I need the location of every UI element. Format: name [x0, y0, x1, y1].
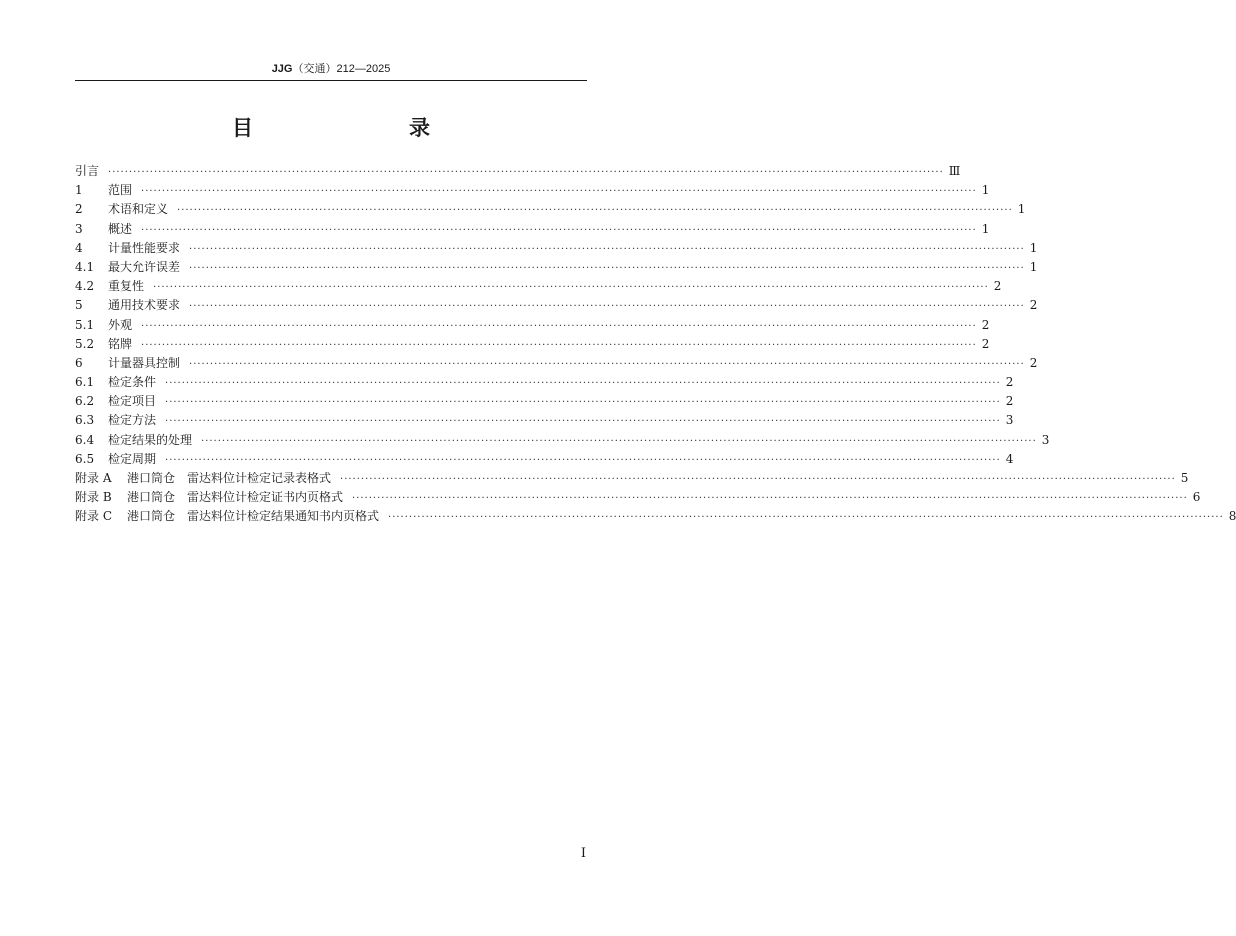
toc-entry-title: 港口筒仓 雷达料位计检定结果通知书内页格式: [127, 509, 380, 524]
toc-dot-leader: ········································································································································································································: [165, 454, 1001, 466]
toc-entry[interactable]: [75, 258, 1038, 277]
toc-dot-leader: ········································································································································································································: [388, 512, 1224, 524]
toc-entry-page: 6: [1192, 490, 1201, 505]
toc-entry-number: 5.2: [75, 336, 95, 351]
toc-entry[interactable]: [75, 220, 990, 239]
toc-entry-page: 2: [1029, 298, 1038, 313]
toc-entry-page: 8: [1228, 509, 1236, 524]
toc-entry-title: 概述: [108, 221, 133, 236]
toc-entry-page: 2: [981, 317, 990, 332]
page-number: I: [580, 846, 586, 861]
toc-entry-number: 5: [75, 298, 83, 313]
toc-entry-title: 检定结果的处理: [108, 432, 193, 447]
toc-entry-title: 铭牌: [108, 336, 133, 351]
toc-entry-page: 3: [1005, 413, 1014, 428]
toc-dot-leader: ········································································································································································································: [153, 282, 989, 294]
toc-entry-title: 通用技术要求: [108, 298, 181, 313]
toc-entry[interactable]: [75, 296, 1038, 315]
toc-entry[interactable]: [75, 507, 1236, 526]
toc-dot-leader: ········································································································································································································: [141, 320, 977, 332]
toc-dot-leader: ········································································································································································································: [141, 224, 977, 236]
toc-entry-page: 1: [1029, 259, 1038, 274]
toc-entry-page: 1: [981, 221, 990, 236]
toc-entry[interactable]: [75, 411, 1014, 430]
toc-entry[interactable]: [75, 373, 1014, 392]
toc-entry-page: 1: [1017, 202, 1026, 217]
toc-entry-title: 检定周期: [108, 451, 157, 466]
toc-dot-leader: ········································································································································································································: [108, 167, 944, 178]
toc-entry-page: 1: [981, 183, 990, 198]
toc-entry-number: 6.3: [75, 413, 95, 428]
toc-entry-title: 重复性: [108, 279, 145, 294]
toc-entry-title: 检定条件: [108, 375, 157, 390]
toc-entry[interactable]: [75, 277, 1002, 296]
toc-dot-leader: ········································································································································································································: [141, 339, 977, 351]
toc-entry-title: 术语和定义: [108, 202, 169, 217]
toc-entry[interactable]: [75, 488, 1201, 507]
toc-title: 目 录: [232, 116, 468, 140]
toc-entry-number: 4: [75, 240, 83, 255]
standard-dept: （交通）: [292, 63, 337, 75]
toc-entry-number: 2: [75, 202, 83, 217]
toc-dot-leader: ········································································································································································································: [165, 416, 1001, 428]
toc-entry-page: 1: [1029, 240, 1038, 255]
toc-entry-page: 3: [1041, 432, 1050, 447]
toc-dot-leader: ········································································································································································································: [189, 301, 1025, 313]
running-header: [75, 62, 587, 76]
toc-dot-leader: ········································································································································································································: [189, 262, 1025, 274]
toc-entry-title: 引言: [75, 164, 100, 178]
table-of-contents: [75, 162, 1236, 527]
toc-entry-title: 外观: [108, 317, 133, 332]
toc-entry[interactable]: [75, 162, 961, 181]
toc-entry[interactable]: [75, 450, 1014, 469]
toc-entry-number: 6.1: [75, 375, 95, 390]
toc-dot-leader: ········································································································································································································: [201, 435, 1037, 447]
toc-entry-number: 6.4: [75, 432, 95, 447]
toc-entry[interactable]: [75, 335, 990, 354]
toc-entry-number: 4.2: [75, 279, 95, 294]
toc-entry-page: 2: [1005, 375, 1014, 390]
toc-entry-title: 范围: [108, 183, 133, 198]
toc-entry-page: 2: [1029, 355, 1038, 370]
toc-entry-number: 6: [75, 355, 83, 370]
toc-entry[interactable]: [75, 354, 1038, 373]
toc-entry-title: 计量器具控制: [108, 355, 181, 370]
toc-entry-page: 2: [1005, 394, 1014, 409]
toc-entry-number: 6.5: [75, 451, 95, 466]
toc-entry-title: 港口筒仓 雷达料位计检定证书内页格式: [127, 490, 344, 505]
toc-entry-title: 最大允许误差: [108, 259, 181, 274]
header-rule: [75, 80, 587, 81]
toc-entry[interactable]: [75, 239, 1038, 258]
toc-entry-page: 2: [993, 279, 1002, 294]
toc-dot-leader: ········································································································································································································: [352, 493, 1188, 505]
toc-entry-title: 计量性能要求: [108, 240, 181, 255]
toc-entry-page: 2: [981, 336, 990, 351]
toc-dot-leader: ········································································································································································································: [141, 186, 977, 198]
toc-dot-leader: ········································································································································································································: [340, 474, 1176, 485]
toc-entry[interactable]: [75, 200, 1026, 219]
toc-entry-title: 检定方法: [108, 413, 157, 428]
toc-entry-number: 4.1: [75, 259, 95, 274]
toc-entry-page: Ⅲ: [948, 164, 961, 178]
toc-dot-leader: ········································································································································································································: [189, 358, 1025, 370]
toc-entry-number: 6.2: [75, 394, 95, 409]
toc-dot-leader: ········································································································································································································: [189, 243, 1025, 255]
toc-dot-leader: ········································································································································································································: [177, 205, 1013, 217]
toc-entry-number: 附录 A: [75, 471, 112, 485]
toc-entry[interactable]: [75, 431, 1050, 450]
toc-dot-leader: ········································································································································································································: [165, 397, 1001, 409]
toc-entry-number: 1: [75, 183, 83, 198]
toc-entry-number: 3: [75, 221, 83, 236]
toc-entry[interactable]: [75, 316, 990, 335]
standard-number: 212—2025: [336, 63, 391, 75]
toc-entry[interactable]: [75, 181, 990, 200]
standard-code: JJG: [271, 63, 293, 75]
toc-entry-page: 5: [1180, 471, 1189, 485]
toc-entry-page: 4: [1005, 451, 1014, 466]
toc-entry-number: 5.1: [75, 317, 95, 332]
toc-entry-title: 检定项目: [108, 394, 157, 409]
toc-entry[interactable]: [75, 469, 1189, 488]
toc-entry-number: 附录 B: [75, 490, 112, 505]
toc-entry[interactable]: [75, 392, 1014, 411]
toc-entry-title: 港口筒仓 雷达料位计检定记录表格式: [127, 471, 332, 485]
toc-entry-number: 附录 C: [75, 509, 112, 524]
toc-dot-leader: ········································································································································································································: [165, 378, 1001, 390]
